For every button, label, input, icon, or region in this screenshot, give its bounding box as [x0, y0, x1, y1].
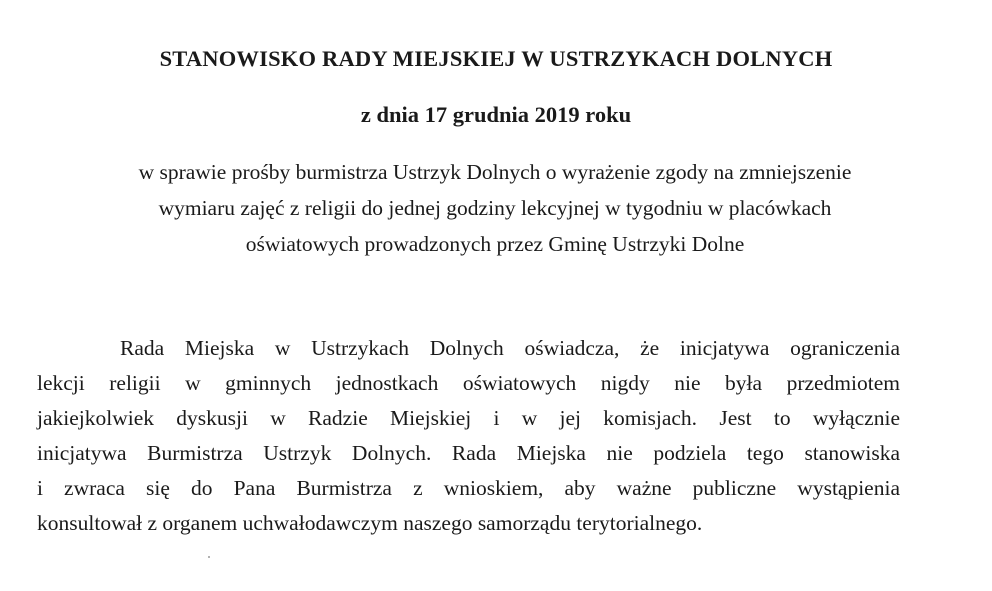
document-title: STANOWISKO RADY MIEJSKIEJ W USTRZYKACH DOLNYCH [159, 46, 833, 71]
document-subject [40, 154, 950, 262]
document-body [37, 331, 900, 541]
subject-line: w sprawie prośby burmistrza Ustrzyk Dolnych o wyrażenie zgody na zmniejszenie [138, 160, 852, 184]
scan-speck [208, 556, 210, 558]
document-date: z dnia 17 grudnia 2019 roku [360, 102, 632, 127]
body-line: Rada Miejska w Ustrzykach Dolnych oświadcza, że inicjatywa ograniczenia [120, 336, 900, 360]
body-line: jakiejkolwiek dyskusji w Radzie Miejskiej i w jej komisjach. Jest to wyłącznie [37, 406, 900, 430]
body-line: konsultował z organem uchwałodawczym naszego samorządu terytorialnego. [37, 511, 703, 535]
body-line: lekcji religii w gminnych jednostkach oświatowych nigdy nie była przedmiotem [37, 371, 900, 395]
subject-line: oświatowych prowadzonych przez Gminę Ustrzyki Dolne [245, 232, 745, 256]
body-line: inicjatywa Burmistrza Ustrzyk Dolnych. Rada Miejska nie podziela tego stanowiska [37, 441, 900, 465]
subject-line: wymiaru zajęć z religii do jednej godziny lekcyjnej w tygodniu w placówkach [158, 196, 832, 220]
body-line: i zwraca się do Pana Burmistrza z wnioskiem, aby ważne publiczne wystąpienia [37, 476, 900, 500]
